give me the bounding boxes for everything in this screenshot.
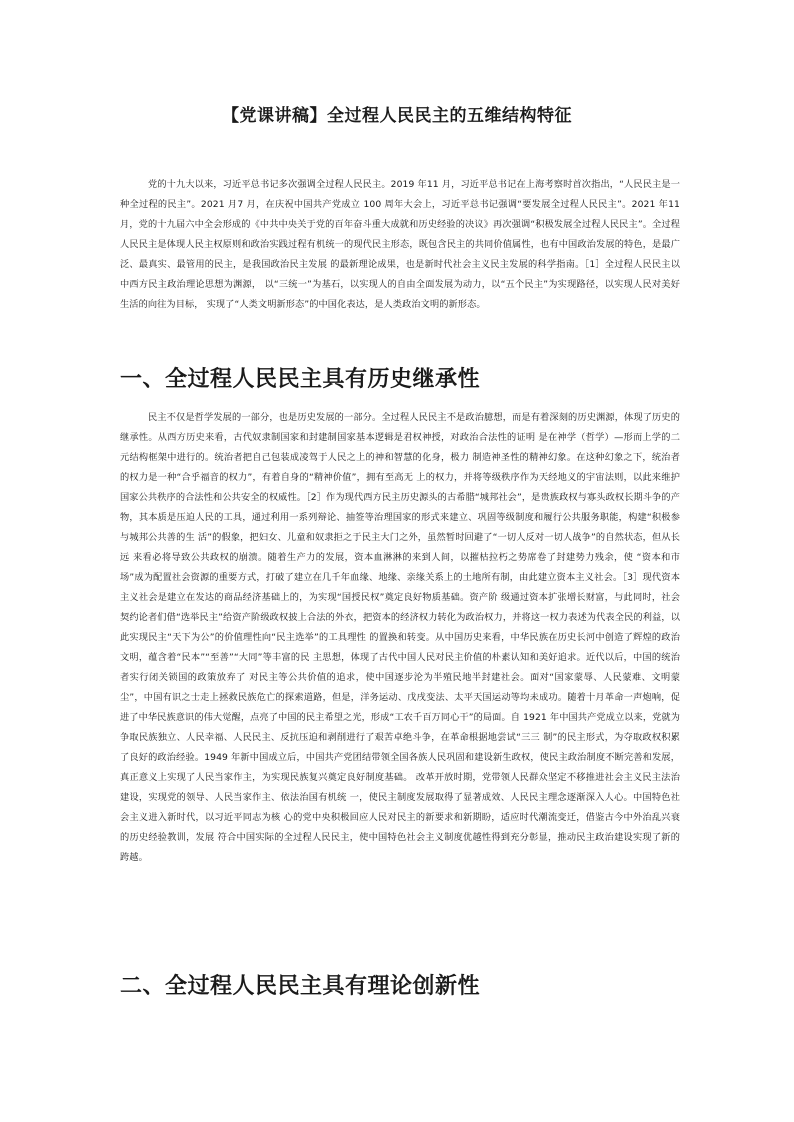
- section-2-heading: 二、全过程人民民主具有理论创新性: [120, 974, 481, 999]
- intro-paragraph: 党的十九大以来，习近平总书记多次强调全过程人民民主。2019 年11 月，习近平总书记在上海考察时首次指出，“人民民主是一种全过程的民主”。2021 月7 月，在庆祝中国共产党成立 100 周年大会上，习近平总书记强调“要发展全过程人民民主”。2021 年11 月，党的十九届六中全会形成的《中共中央关于党的百年奋斗重大成就和历史经验的决议》再次强调“积极发展全过程人民民主”。全过程人民民主是体现人民主权原则和政治实践过程有机统一的现代民主形态，既包含民主的共同价值属性，也有中国政治发展的特色，是最广泛、最真实、最管用的民主，是我国政治民主发展 的最新理论成果，也是新时代社会主义民主发展的科学指南。［1］全过程人民民主以中西方民主政治理论思想为渊源， 以“三统一”为基石，以实现人的自由全面发展为动力，以“五个民主”为实现路径，以实现人民对美好生活的向往为目标， 实现了“人类文明新形态”的中国化表达，是人类政治文明的新形态。: [120, 179, 680, 310]
- section-1-paragraph: 民主不仅是哲学发展的一部分，也是历史发展的一部分。全过程人民民主不是政治臆想，而是有着深刻的历史渊源，体现了历史的继承性。从西方历史来看，古代奴隶制国家和封建制国家基本逻辑是君权神授，对政治合法性的证明 是在神学（哲学）—形而上学的二元结构框架中进行的。统治者把自己包装成凌驾于人民之上的神和智慧的化身，极力 制造神圣性的精神幻象。在这种幻象之下，统治者的权力是一种“合乎福音的权力”，有着自身的“精神价值”，拥有至高无 上的权力，并将等级秩序作为天经地义的宇宙法则，以此来维护国家公共秩序的合法性和公共安全的权威性。［2］作为现代西方民主历史源头的古希腊“城邦社会”，是贵族政权与寡头政权长期斗争的产物，其本质是压迫人民的工具，通过利用一系列辩论、抽签等治理国家的形式来建立、巩固等级制度和履行公共服务职能，构建“积极参与城邦公共善的生 活”的假象，把妇女、儿童和奴隶拒之于民主大门之外，虽然暂时回避了“一切人反对一切人战争”的自然状态，但从长远 来看必将导致公共政权的崩溃。随着生产力的发展，资本血淋淋的来到人间，以摧枯拉朽之势席卷了封建势力残余，使 “资本和市场”成为配置社会资源的重要方式，打破了建立在几千年血缘、地缘、亲缘关系上的土地所有制，由此建立资本主义社会。［3］现代资本主义社会是建立在发达的商品经济基础上的，为实现“国授民权”奠定良好物质基础。资产阶 级通过资本扩张增长财富，与此同时，社会契约论者们借“选举民主”给资产阶级政权披上合法的外衣，把资本的经济权力转化为政治权力，并将这一权力表述为代表全民的利益，以此实现民主“天下为公”的价值理性向“民主选举”的工具理性 的置换和转变。从中国历史来看，中华民族在历史长河中创造了辉煌的政治文明，蕴含着“民本”“至善”“大同”等丰富的民 主思想，体现了古代中国人民对民主价值的朴素认知和美好追求。近代以后，中国的统治者实行闭关锁国的政策放弃了 对民主等公共价值的追求，使中国逐步沦为半殖民地半封建社会。面对“国家蒙辱、人民蒙难、文明蒙尘”，中国有识之士走上拯救民族危亡的探索道路，但是，洋务运动、戊戌变法、太平天国运动等均未成功。随着十月革命一声炮响，促 进了中华民族意识的伟大觉醒，点亮了中国的民主希望之光，形成“工农千百万同心干”的局面。自 1921 年中国共产党成立以来，党就为争取民族独立、人民幸福、人民民主、反抗压迫和剥削进行了艰苦卓绝斗争，在革命根据地尝试“三三 制”的民主形式，为夺取政权积累了良好的政治经验。1949 年新中国成立后，中国共产党团结带领全国各族人民巩固和建设新生政权，使民主政治制度不断完善和发展，真正意义上实现了人民当家作主，为实现民族复兴奠定良好制度基础。 改革开放时期，党带领人民群众坚定不移推进社会主义民主法治建设，实现党的领导、人民当家作主、依法治国有机统 一，使民主制度发展取得了显著成效、人民民主理念逐渐深入人心。中国特色社会主义进入新时代，以习近平同志为核 心的党中央积极回应人民对民主的新要求和新期盼，适应时代潮流变迁，借鉴古今中外治乱兴衰的历史经验教训，发展 符合中国实际的全过程人民民主，使中国特色社会主义制度优越性得到充分彰显，推动民主政治建设实现了新的跨越。: [120, 412, 680, 863]
- document-title: 【党课讲稿】全过程人民民主的五维结构特征: [222, 106, 572, 126]
- section-1-heading: 一、全过程人民民主具有历史继承性: [120, 367, 481, 392]
